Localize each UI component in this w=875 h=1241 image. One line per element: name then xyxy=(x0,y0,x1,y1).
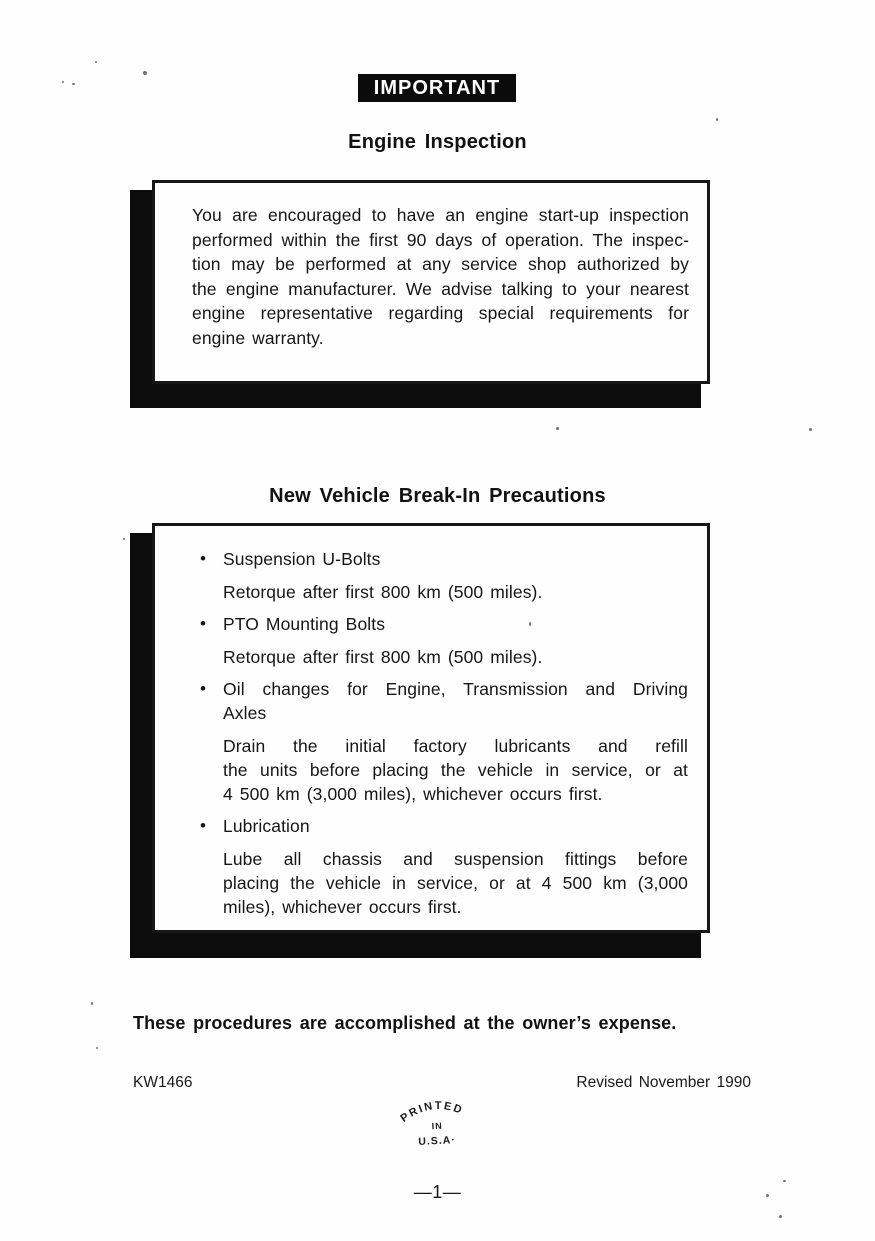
paragraph-line: engine representative regarding special requirements for xyxy=(192,303,689,323)
bullet-icon: • xyxy=(200,679,207,698)
stamp-line2: IN xyxy=(431,1120,444,1132)
printed-in-usa-stamp xyxy=(389,1090,486,1153)
owner-expense-note: These procedures are accomplished at the owner’s expense. xyxy=(133,1013,677,1033)
detail-line: Drain the initial factory lubricants and refill xyxy=(223,736,688,756)
list-item xyxy=(200,547,688,604)
bullet-icon: • xyxy=(200,614,207,633)
important-banner: IMPORTANT xyxy=(358,74,516,102)
list-item-detail: Retorque after first 800 km (500 miles). xyxy=(223,582,543,602)
list-item-detail xyxy=(223,734,688,806)
list-item-detail xyxy=(223,847,688,919)
scan-speck xyxy=(91,1002,93,1005)
paragraph-line: tion may be performed at any service shop authorized by xyxy=(192,254,689,274)
list-item-title xyxy=(223,677,688,725)
stamp-arc-text: PRINTED xyxy=(398,1099,466,1125)
bullet-icon: • xyxy=(200,549,207,568)
engine-inspection-title: Engine Inspection xyxy=(348,131,527,153)
engine-inspection-box xyxy=(152,180,710,384)
revision-date: Revised November 1990 xyxy=(576,1074,751,1091)
stamp-line3: U.S.A· xyxy=(418,1134,457,1148)
scan-speck xyxy=(143,71,147,75)
detail-line: Lube all chassis and suspension fittings before xyxy=(223,849,688,869)
scan-speck xyxy=(96,1047,98,1049)
title-line: Axles xyxy=(223,703,267,723)
scan-speck xyxy=(716,118,718,121)
paragraph-line: You are encouraged to have an engine start-up inspection xyxy=(192,205,689,225)
list-item-body xyxy=(223,677,688,806)
list-item xyxy=(200,612,688,669)
scan-speck xyxy=(556,427,559,430)
paragraph-line: performed within the first 90 days of operation. The inspec- xyxy=(192,229,689,250)
scan-speck xyxy=(123,538,125,540)
detail-line: placing the vehicle in service, or at 4 500 km (3,000 xyxy=(223,873,688,893)
break-in-precautions-box xyxy=(152,523,710,933)
scan-speck xyxy=(529,622,531,626)
break-in-precautions-title: New Vehicle Break-In Precautions xyxy=(269,485,606,507)
list-item-body xyxy=(223,814,688,919)
list-item xyxy=(200,814,688,919)
scan-speck xyxy=(95,61,97,63)
scan-speck xyxy=(779,1215,782,1218)
break-in-bullet-list xyxy=(155,526,707,919)
list-item-title: Suspension U-Bolts xyxy=(223,549,381,569)
list-item-title: PTO Mounting Bolts xyxy=(223,614,386,634)
scan-speck xyxy=(62,81,64,83)
paragraph-line: the engine manufacturer. We advise talking to your nearest xyxy=(192,278,689,299)
scan-speck xyxy=(809,428,812,431)
list-item-body xyxy=(223,612,688,669)
page-number: —1— xyxy=(413,1182,462,1202)
scan-speck xyxy=(72,83,75,85)
document-code: KW1466 xyxy=(133,1074,193,1091)
list-item-body xyxy=(223,547,688,604)
title-line: Oil changes for Engine, Transmission and Driving xyxy=(223,679,688,699)
paragraph-line: engine warranty. xyxy=(192,327,324,348)
list-item-title: Lubrication xyxy=(223,816,310,836)
list-item-detail: Retorque after first 800 km (500 miles). xyxy=(223,647,543,667)
detail-line: the units before placing the vehicle in service, or at xyxy=(223,760,688,780)
detail-line: 4 500 km (3,000 miles), whichever occurs first. xyxy=(223,784,603,804)
bullet-icon: • xyxy=(200,816,207,835)
engine-inspection-paragraph xyxy=(155,183,707,350)
list-item xyxy=(200,677,688,806)
scan-speck xyxy=(783,1180,786,1182)
scan-speck xyxy=(766,1194,769,1197)
detail-line: miles), whichever occurs first. xyxy=(223,897,462,917)
